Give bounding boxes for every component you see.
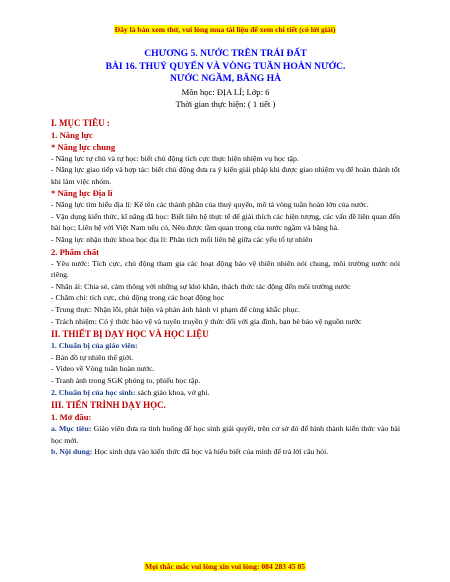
noi-dung-label: b. Nội dung: (51, 447, 93, 457)
heading-pham-chat: 2. Phẩm chất (51, 246, 99, 257)
subject-line: Môn học: ĐỊA LÍ; Lớp: 6 (181, 86, 270, 97)
heading-nang-luc-chung: * Năng lực chung (51, 141, 116, 152)
heading-mo-dau: 1. Mở đầu: (51, 412, 92, 423)
muc-tieu-label: a. Mục tiêu: (51, 424, 92, 434)
heading-chuan-bi-gv: 1. Chuẩn bị của giáo viên: (51, 341, 138, 351)
nlc-item: - Năng lực tự chủ và tự học: biết chủ động tích cực thực hiện nhiệm vụ học tập. (51, 153, 299, 163)
pc-item: - Nhân ái: Chia sẻ, cảm thông với những sự khó khăn, thách thức tác động đến môi trường nước (51, 281, 351, 291)
heading-nang-luc: 1. Năng lực (51, 129, 93, 140)
contact-footer (0, 562, 450, 572)
nldl-item: - Năng lực tìm hiểu địa lí: Kể tên các thành phần của thuỷ quyển, mô tả vòng tuần hoàn lớn của nước. (51, 200, 369, 210)
pc-item: - Chăm chỉ: tích cực, chủ động trong các hoạt động học (51, 293, 225, 303)
nldl-item: - Vận dụng kiến thức, kĩ năng đã học: Biết liên hệ thực tế để giải thích các hiện tượng, các vấn đề liên quan đến bài học; Liên hệ với Việt Nam nếu có, Nêu được tầm quan trọng của nước ngầm và băng hà. (51, 211, 400, 233)
lesson-title-line2: NƯỚC NGẦM, BĂNG HÀ (169, 73, 282, 84)
chuan-bi-hs-text: sách giáo khoa, vở ghi. (135, 387, 210, 397)
pc-item: - Yêu nước: Tích cực, chủ động tham gia các hoạt động bảo vệ thiên nhiên nói chung, môi trường nước nói riêng. (51, 258, 400, 280)
heading-nang-luc-dia-li: * Năng lực Địa lí (51, 188, 113, 199)
document-body (51, 48, 400, 458)
contact-footer-text: Mọi thắc mắc vui lòng xin vui lòng: 084 283 45 85 (144, 562, 306, 571)
lesson-title-line1: BÀI 16. THUỶ QUYỂN VÀ VÒNG TUẦN HOÀN NƯỚC. (105, 60, 346, 72)
gv-item: - Video về Vòng tuần hoàn nước. (51, 364, 155, 374)
noi-dung-line (51, 446, 400, 458)
muc-tieu-line (51, 423, 400, 446)
section-muc-tieu: I. MỤC TIÊU : (51, 117, 110, 128)
chuan-bi-hs-line (51, 387, 400, 399)
gv-item: - Tranh ảnh trong SGK phóng to, phiếu học tập. (51, 376, 201, 385)
section-tien-trinh: III. TIẾN TRÌNH DẠY HỌC. (51, 400, 166, 411)
gv-item: - Bản đồ tự nhiên thế giới. (51, 352, 134, 362)
nlc-item: - Năng lực giao tiếp và hợp tác: biết chủ động đưa ra ý kiến giải pháp khi được giao nhiệm vụ để hoàn thành tốt khi làm việc nhóm. (51, 165, 400, 186)
preview-banner-text: Đây là bản xem thử, vui lòng mua tài liệu để xem chi tiết (có lời giải) (114, 25, 336, 34)
chuan-bi-hs-label: 2. Chuẩn bị của học sinh: (51, 387, 136, 397)
section-thiet-bi: II. THIẾT BỊ DẠY HỌC VÀ HỌC LIỆU (51, 329, 209, 340)
pc-item: - Trách nhiệm: Có ý thức bảo vệ và tuyên truyền ý thức đối với gia đình, bạn bè bảo vệ nguồn nước (51, 316, 362, 326)
duration-line: Thời gian thực hiện: ( 1 tiết ) (175, 98, 276, 109)
noi-dung-text: Học sinh dựa vào kiến thức đã học và hiểu biết của mình để trả lời câu hỏi. (92, 447, 329, 457)
nldl-item: - Năng lực nhận thức khoa học địa lí: Phân tích mối liên hệ giữa các yếu tố tự nhiên (51, 235, 313, 245)
chapter-title: CHƯƠNG 5. NƯỚC TRÊN TRÁI ĐẤT (144, 48, 307, 59)
pc-item: - Trung thực: Nhận lỗi, phát hiện và phản ánh hành vi phạm để cùng khắc phục. (51, 305, 300, 315)
muc-tieu-text: Giáo viên đưa ra tình huống để học sinh giải quyết, trên cơ sở đó để hình thành kiến thức vào bài học mới. (51, 424, 400, 445)
preview-banner (0, 25, 450, 35)
